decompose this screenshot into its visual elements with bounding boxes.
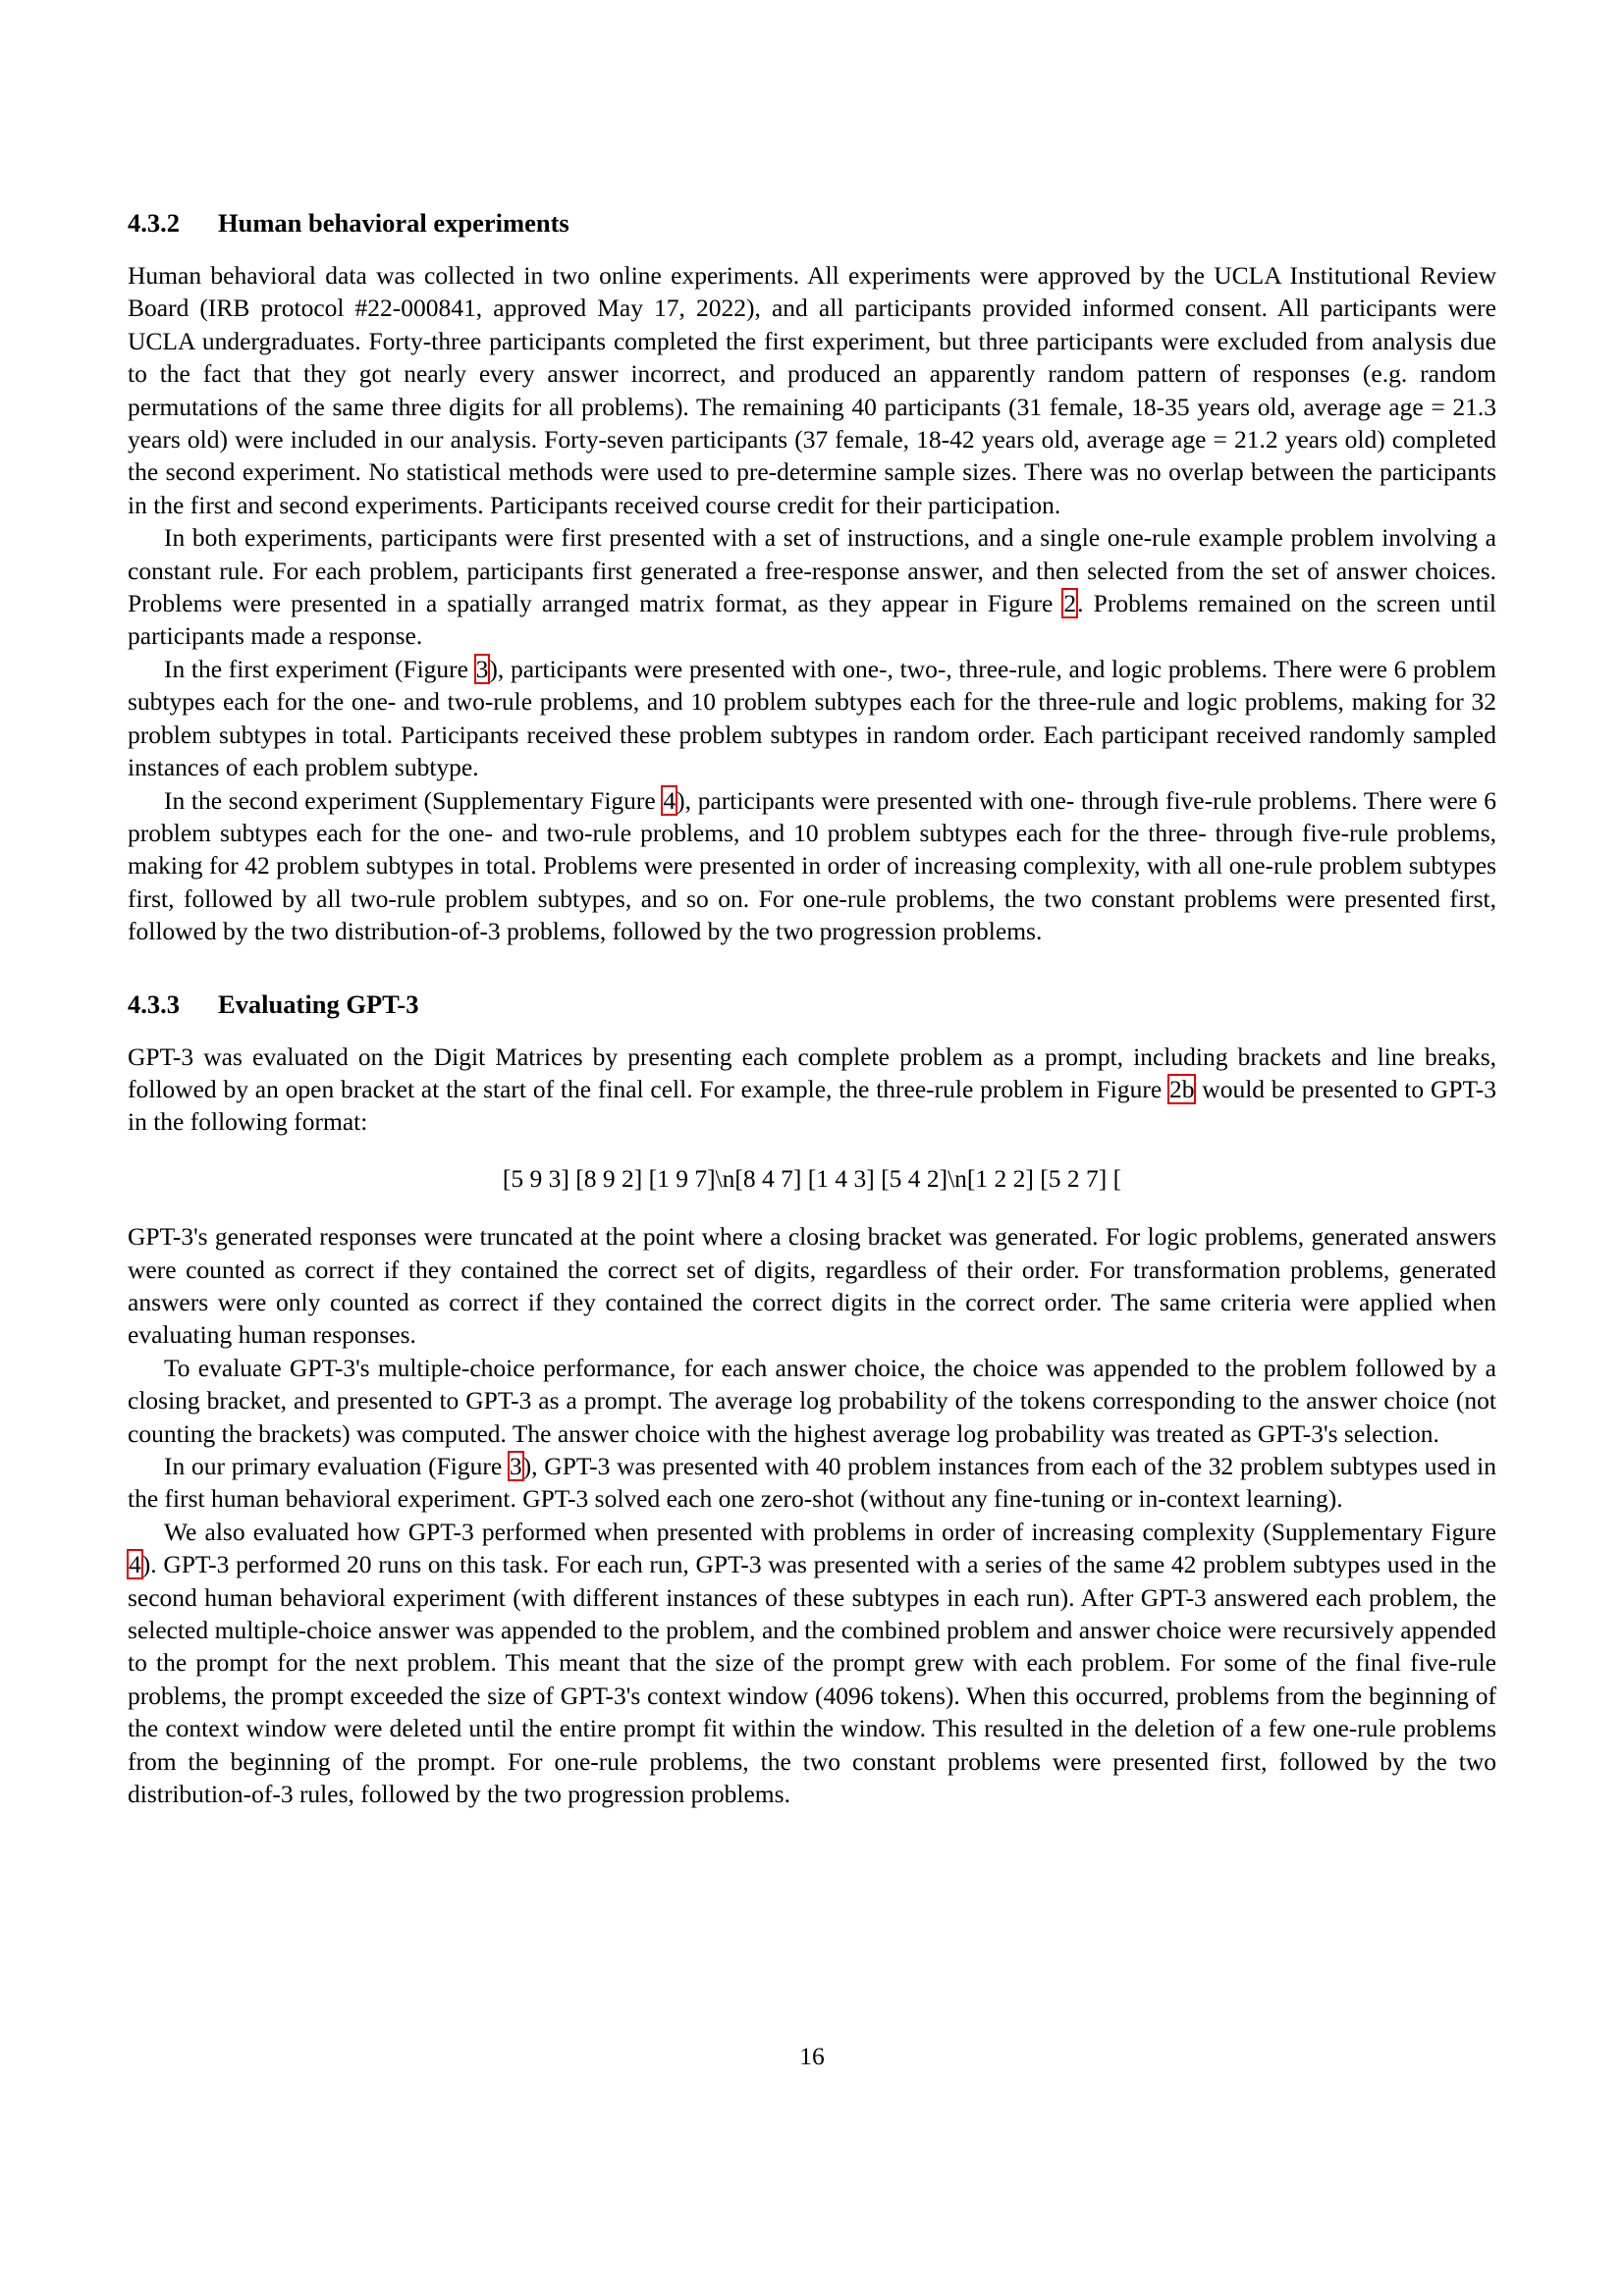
paragraph (128, 259, 1496, 521)
paragraph (128, 653, 1496, 784)
section-number: 4.3.2 (128, 208, 180, 238)
paragraph-text: ). GPT-3 performed 20 runs on this task. For each run, GPT-3 was presented with a series of the same 42 problem subtypes used in the second human behavioral experiment (with different instances of these subtypes in each run). After GPT-3 answered each problem, the selected multiple-choice answer was appended to the problem, and the combined problem and answer choice were recursively appended to the prompt for the next problem. This meant that the size of the prompt grew with each problem. For some of the final five-rule problems, the prompt exceeded the size of GPT-3's context window (4096 tokens). When this occurred, problems from the beginning of the context window were deleted until the entire prompt fit within the window. This resulted in the deletion of a few one-rule problems from the beginning of the prompt. For one-rule problems, the two constant problems were presented first, followed by the two distribution-of-3 rules, followed by the two progression problems. (128, 1550, 1496, 1809)
figure-link[interactable]: 4 (129, 1550, 141, 1579)
paragraph (128, 1516, 1496, 1811)
paragraph-text: In both experiments, participants were first presented with a set of instructions, and a single one-rule example problem involving a constant rule. For each problem, participants first generated a free-response answer, and then selected from the set of answer choices. Problems were presented in a spatially arranged matrix format, as they appear in Figure (128, 523, 1496, 618)
prompt-example: [5 9 3] [8 9 2] [1 9 7]\n[8 4 7] [1 4 3] [5 4 2]\n[1 2 2] [5 2 7] [ (502, 1163, 1122, 1193)
paragraph-text: In the first experiment (Figure (164, 654, 475, 683)
page-body (128, 206, 1496, 1810)
paragraph-text: ), participants were presented with one- through five-rule problems. There were 6 problem subtypes each for the one- and two-rule problems, and 10 problem subtypes each for the three- through five-rule problems, making for 42 problem subtypes in total. Problems were presented in order of increasing complexity, with all one-rule problem subtypes first, followed by all two-rule problem subtypes, and so on. For one-rule problems, the two constant problems were presented first, followed by the two distribution-of-3 problems, followed by the two progression problems. (128, 785, 1497, 946)
paragraph-text: GPT-3 was evaluated on the Digit Matrices by presenting each complete problem as a prompt, including brackets and line breaks, followed by an open bracket at the start of the final cell. For example, the three-rule problem in Figure (128, 1041, 1496, 1103)
paragraph (128, 784, 1496, 948)
figure-link[interactable]: 3 (509, 1452, 522, 1480)
paragraph-text: GPT-3's generated responses were truncated at the point where a closing bracket was generated. For logic problems, generated answers were counted as correct if they contained the correct set of digits, regardless of their order. For transformation problems, generated answers were only counted as correct if they contained the correct digits in the correct order. The same criteria were applied when evaluating human responses. (128, 1222, 1496, 1350)
paragraph-text: We also evaluated how GPT-3 performed when presented with problems in order of increasing complexity (Supplementary Figure (164, 1517, 1496, 1546)
paragraph-text: ), GPT-3 was presented with 40 problem instances from each of the 32 problem subtypes used in the first human behavioral experiment. GPT-3 solved each one zero-shot (without any fine-tuning or in-context learning). (128, 1452, 1497, 1514)
paragraph-text: In our primary evaluation (Figure (164, 1452, 509, 1480)
paragraph (128, 1352, 1496, 1450)
paragraph (128, 1041, 1496, 1139)
section-number: 4.3.3 (128, 988, 180, 1019)
paragraph (128, 1450, 1496, 1516)
section-title: Evaluating GPT-3 (218, 988, 419, 1019)
paragraph-text: Human behavioral data was collected in two online experiments. All experiments were approved by the UCLA Institutional Review Board (IRB protocol #22-000841, approved May 17, 2022), and all participants provided informed consent. All participants were UCLA undergraduates. Forty-three participants completed the first experiment, but three participants were excluded from analysis due to the fact that they got nearly every answer incorrect, and produced an apparently random pattern of responses (e.g. random permutations of the same three digits for all problems). The remaining 40 participants (31 female, 18-35 years old, average age = 21.3 years old) were included in our analysis. Forty-seven participants (37 female, 18-42 years old, average age = 21.2 years old) completed the second experiment. No statistical methods were used to pre-determine sample sizes. There was no overlap between the participants in the first and second experiments. Participants received course credit for their participation. (128, 261, 1496, 519)
section-title: Human behavioral experiments (218, 208, 569, 238)
paragraph-text: In the second experiment (Supplementary Figure (164, 785, 663, 815)
paragraph (128, 1220, 1496, 1352)
paragraph-text: . Problems remained on the screen until participants made a response. (128, 589, 1496, 651)
figure-link[interactable]: 4 (663, 785, 677, 815)
section-heading (128, 988, 1496, 1021)
figure-link[interactable]: 2b (1168, 1074, 1195, 1103)
figure-link[interactable]: 2 (1063, 589, 1077, 618)
section-heading (128, 206, 1496, 240)
paragraph-text: ), participants were presented with one-, two-, three-rule, and logic problems. There were 6 problem subtypes each for the one- and two-rule problems, and 10 problem subtypes each for the three-rule and logic problems, making for 32 problem subtypes in total. Participants received these problem subtypes in random order. Each participant received randomly sampled instances of each problem subtype. (128, 654, 1496, 782)
paragraph-text: would be presented to GPT-3 in the following format: (128, 1074, 1496, 1137)
paragraph (128, 521, 1496, 653)
paragraph-text: To evaluate GPT-3's multiple-choice performance, for each answer choice, the choice was appended to the problem followed by a closing bracket, and presented to GPT-3 as a prompt. The average log probability of the tokens corresponding to the answer choice (not counting the brackets) was computed. The answer choice with the highest average log probability was treated as GPT-3's selection. (128, 1353, 1496, 1448)
page-number: 16 (799, 2042, 825, 2070)
figure-link[interactable]: 3 (475, 654, 489, 683)
